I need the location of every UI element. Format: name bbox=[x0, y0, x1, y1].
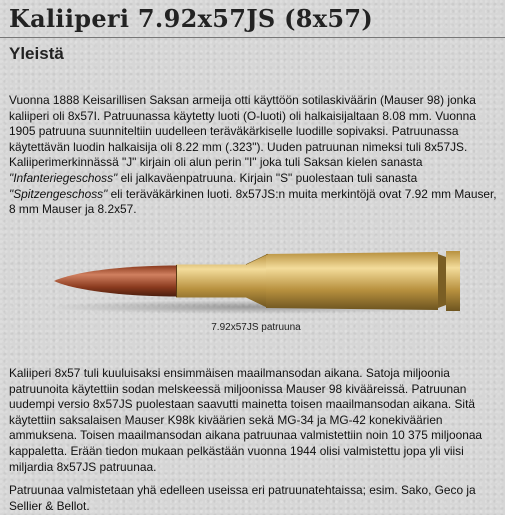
title-divider bbox=[0, 37, 505, 38]
intro-text-1: Vuonna 1888 Keisarillisen Saksan armeija otti käyttöön sotilaskiväärin (Mauser 98) jonka kaliiperi oli 8x57I. Patruunassa käytetty luoti (O-luoti) oli halkaisijaltaan 8.08 mm. Vuonna 1905 patruuna suunniteltiin uudelleen teräväkärkiselle luodille sopivaksi. Patruunassa käytettävän luodin halkaisija oli 8.22 mm (.323"). Uuden patruunan nimeksi tuli 8x57JS. Kaliiperimerkinnässä "J" kirjain oli alun perin "I" joka tuli Saksan kielen sanasta bbox=[9, 93, 476, 170]
bullet-shape bbox=[54, 266, 178, 297]
section-heading: Yleistä bbox=[9, 44, 64, 63]
case-rim bbox=[446, 251, 460, 311]
case-neck-shape bbox=[176, 254, 268, 308]
case-body-shape bbox=[266, 252, 438, 310]
term-infanteriegeschoss: "Infanteriegeschoss" bbox=[9, 170, 118, 185]
cartridge-figure bbox=[46, 243, 466, 335]
term-spitzengeschoss: "Spitzengeschoss" bbox=[9, 186, 108, 201]
intro-paragraph bbox=[9, 93, 497, 218]
page-title: Kaliiperi 7.92x57JS (8x57) bbox=[9, 4, 374, 33]
intro-text-3: eli jalkaväenpatruuna. Kirjain "S" puolestaan tuli sanasta bbox=[117, 170, 418, 185]
history-paragraph: Kaliiperi 8x57 tuli kuuluisaksi ensimmäisen maailmansodan aikana. Satoja miljoonia patruunoita käytettiin sodan melskeessä miljoonissa Mauser 98 kivääreissä. Patruunan uudempi versio 8x57JS puolestaan saavutti mainetta toisen maailmansodan aikana. Sitä käytettiin saksalaisen Mauser K98k kiväärien sekä MG-34 ja MG-42 konekiväärien ammuksena. Toisen maailmansodan aikana patruunaa valmistettiin noin 10 375 miljoonaa kappaletta. Erään tiedon mukaan pelkästään vuonna 1944 olisi valmistettu jopa yli viisi miljardia 8x57JS patruunaa. bbox=[9, 366, 483, 474]
manufacturers-paragraph: Patruunaa valmistetaan yhä edelleen useissa eri patruunatehtaissa; esim. Sako, Geco ja Sellier & Bellot. bbox=[9, 483, 476, 513]
cartridge-image bbox=[46, 243, 466, 319]
figure-caption: 7.92x57JS patruuna bbox=[211, 322, 301, 333]
case-extractor-groove bbox=[438, 254, 446, 308]
intro-text-5: eli teräväkärkinen luoti. 8x57JS:n muita merkintöjä ovat 7.92 mm Mauser, 8 mm Mauser ja 8.2x57. bbox=[9, 186, 497, 217]
